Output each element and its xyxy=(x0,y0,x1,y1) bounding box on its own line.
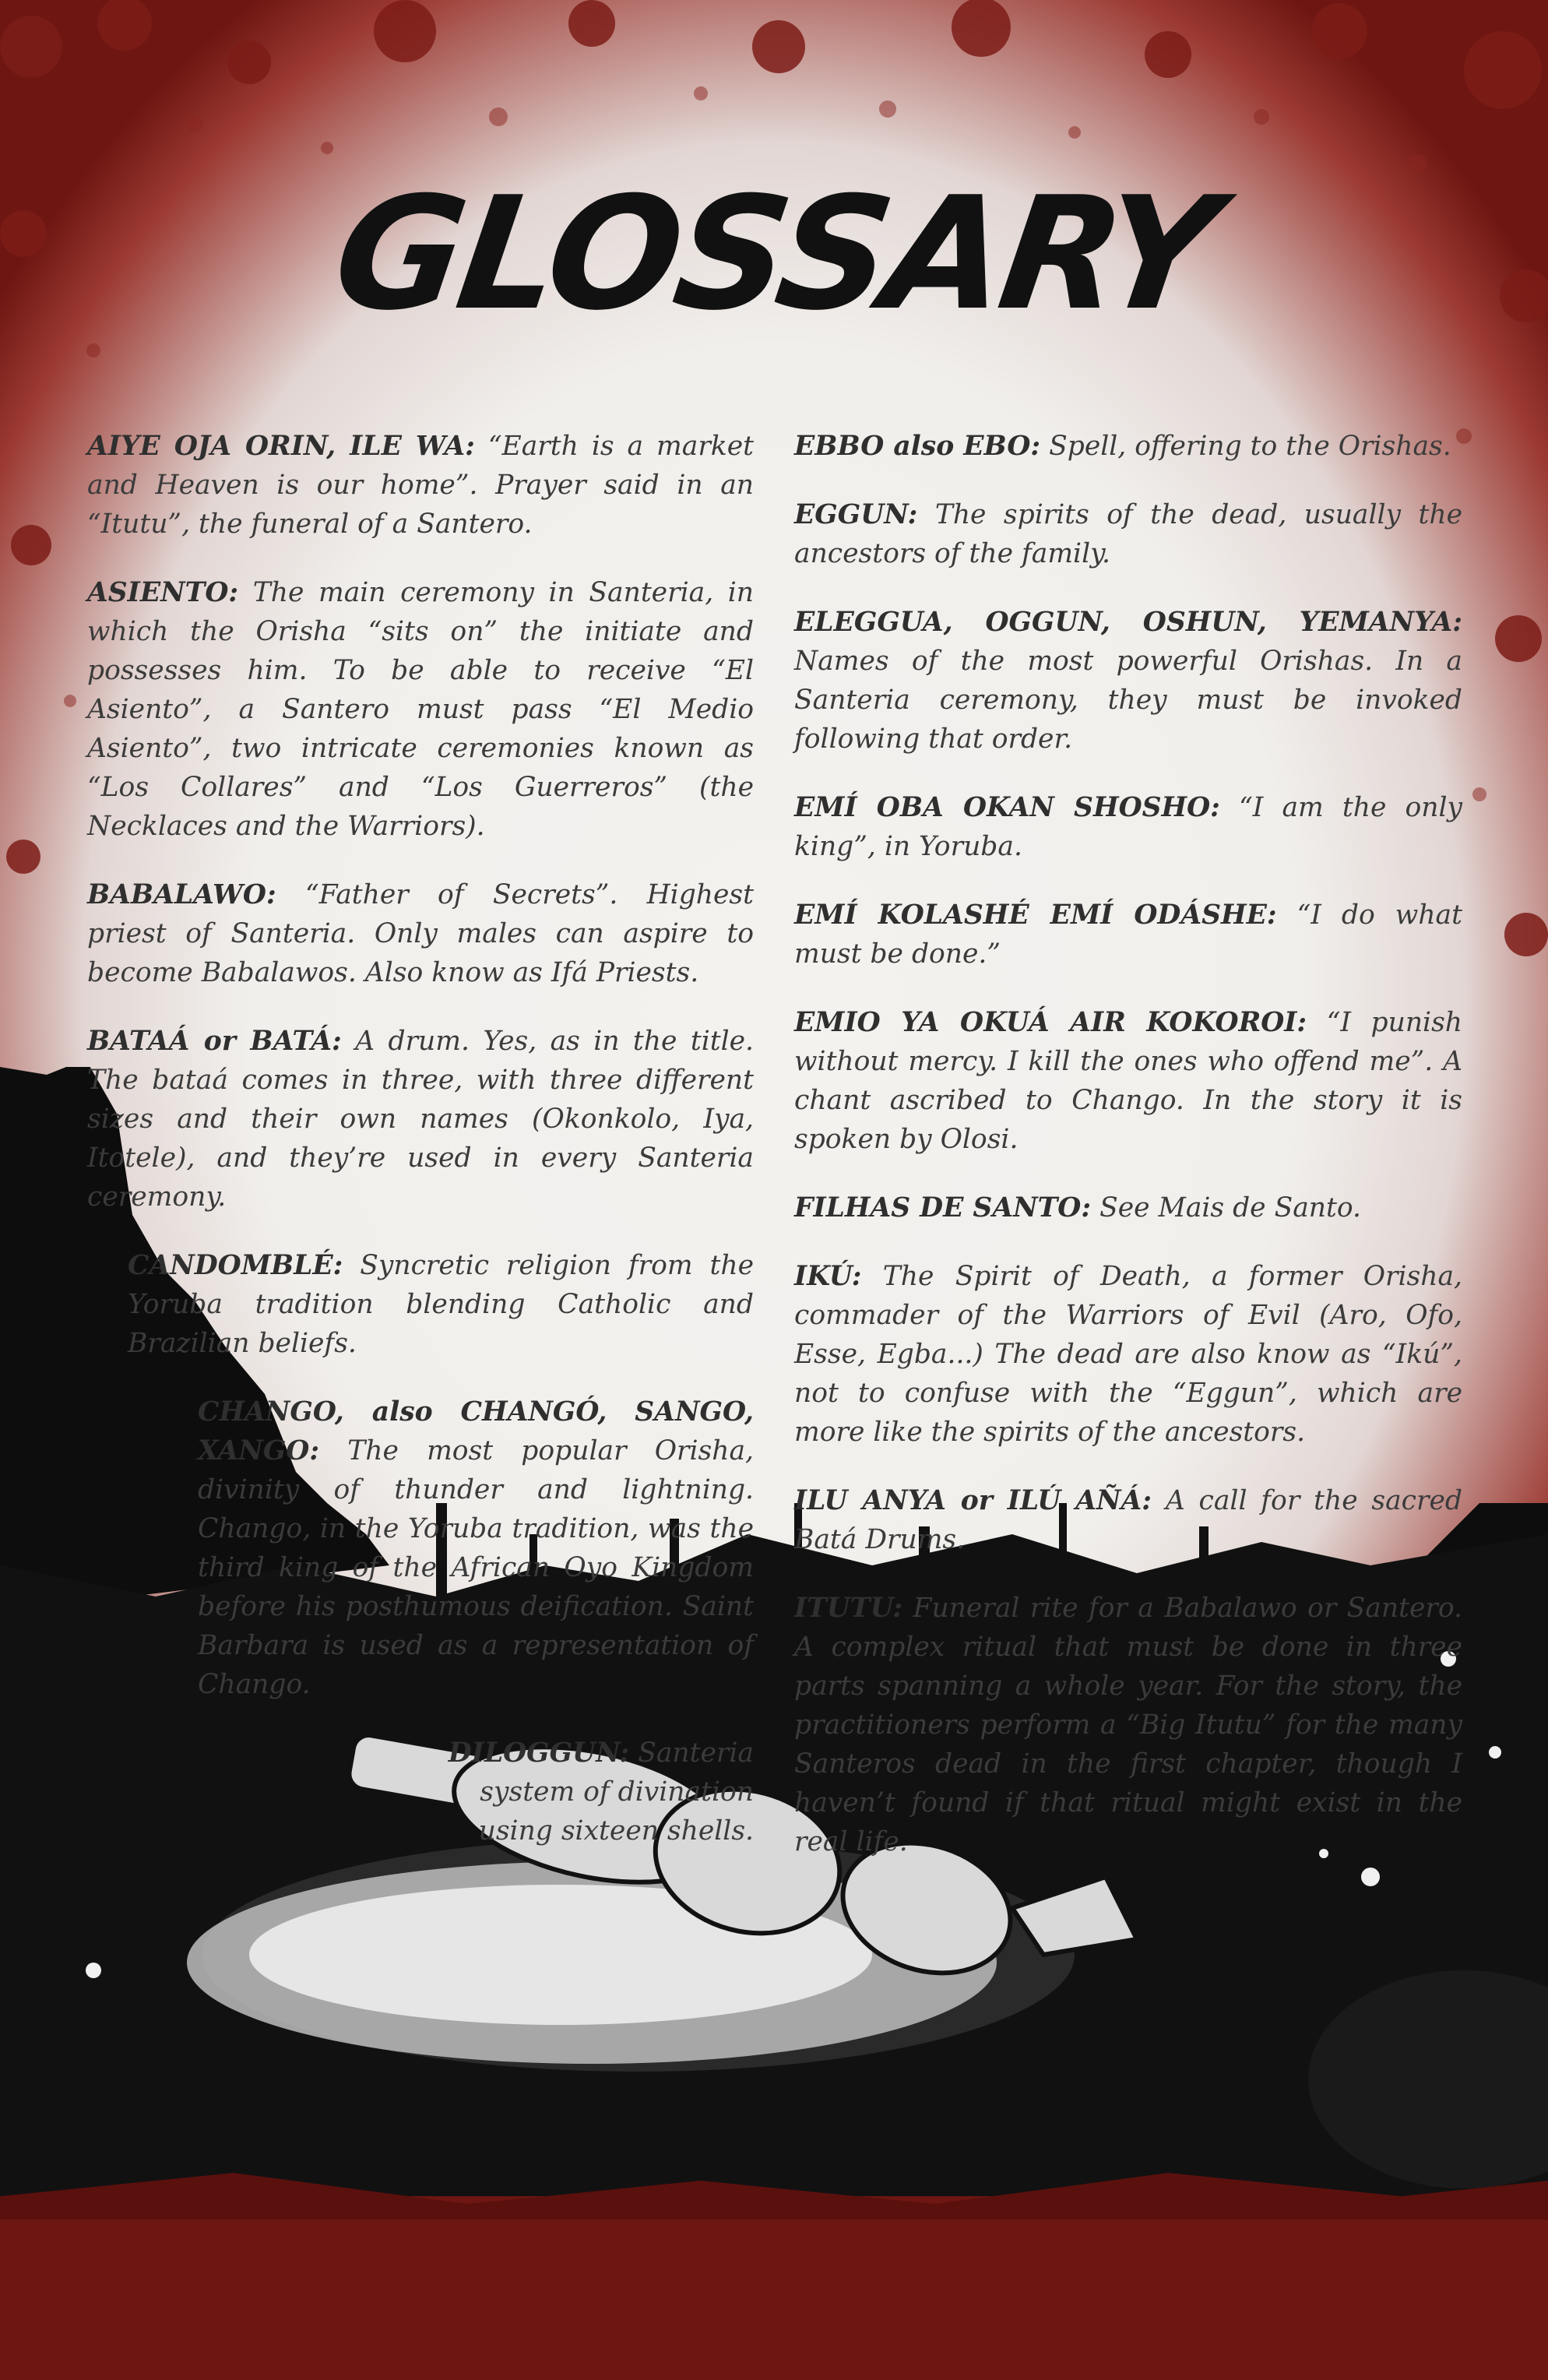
entry-definition: A drum. Yes, as in the title. The bataá comes in three, with three different sizes and their own names (Okonkolo, Iya, Itotele), and they’re used in every Santeria ceremony. xyxy=(87,1026,755,1213)
glossary-entry xyxy=(794,1188,1462,1227)
entry-definition: Syncretic religion from the Yoruba tradition blending Catholic and Brazilian beliefs. xyxy=(128,1250,754,1359)
entry-definition-line: system of divination xyxy=(480,1776,754,1808)
entry-term: IKÚ: xyxy=(794,1261,862,1292)
entry-term: EMIO YA OKUÁ AIR KOKOROI: xyxy=(794,1007,1307,1038)
entry-term: CHANGO, also CHANGÓ, SANGO, xyxy=(198,1396,754,1428)
entry-term: EBBO also EBO: xyxy=(794,431,1041,462)
entry-definition: The spirits of the dead, usually the ancestors of the family. xyxy=(794,499,1462,569)
glossary-left-column xyxy=(87,427,754,1880)
entry-definition: The most popular Orisha, divinity of thunder and lightning. Chango, in the Yoruba tradition, was the third king of the African Oyo Kingdom before his posthumous deification. Saint Barbara is used as a representation of Chango. xyxy=(198,1435,754,1700)
entry-term: CANDOMBLÉ: xyxy=(128,1250,343,1281)
entry-definition: The Spirit of Death, a former Orisha, commader of the Warriors of Evil (Aro, Ofo, Esse, Egba...) The dead are also know as “Ikú”, not to confuse with the “Eggun”, which are more like the spirits of the ancestors. xyxy=(794,1261,1463,1448)
glossary-entry xyxy=(794,603,1462,759)
entry-term: ILU ANYA or ILÚ AÑÁ: xyxy=(794,1485,1152,1516)
entry-term: AIYE OJA ORIN, ILE WA: xyxy=(87,431,475,462)
entry-term: ELEGGUA, OGGUN, OSHUN, YEMANYA: xyxy=(794,607,1462,638)
glossary-entry xyxy=(794,896,1462,973)
glossary-entry xyxy=(87,427,754,544)
entry-definition: The main ceremony in Santeria, in which the Orisha “sits on” the initiate and possesses him. To be able to receive “El Asiento”, a Santero must pass “El Medio Asiento”, two intricate ceremonies known as “Los Collares” and “Los Guerreros” (the Necklaces and the Warriors). xyxy=(87,577,755,842)
glossary-entry xyxy=(794,1003,1462,1159)
entry-definition: Spell, offering to the Orishas. xyxy=(1049,431,1451,462)
glossary-entry xyxy=(794,427,1462,466)
entry-term: EMÍ KOLASHÉ EMÍ ODÁSHE: xyxy=(794,900,1277,931)
entry-term: ITUTU: xyxy=(794,1593,903,1624)
glossary-entry xyxy=(87,875,754,992)
entry-term-continued: XANGO: xyxy=(198,1435,320,1466)
entry-definition: “Father of Secrets”. Highest priest of Santeria. Only males can aspire to become Babalawos. Also know as Ifá Priests. xyxy=(87,879,754,988)
entry-term: FILHAS DE SANTO: xyxy=(794,1192,1092,1223)
glossary-entry xyxy=(794,1257,1462,1452)
entry-definition: Funeral rite for a Babalawo or Santero. A complex ritual that must be done in three parts spanning a whole year. For the story, the practitioners perform a “Big Itutu” for the many Santeros dead in the first chapter, though I haven’t found if that ritual might exist in the real life. xyxy=(794,1593,1462,1857)
glossary-entry xyxy=(198,1392,754,1704)
glossary-entry xyxy=(87,573,754,846)
glossary-entry xyxy=(87,1022,754,1216)
entry-definition: Names of the most powerful Orishas. In a Santeria ceremony, they must be invoked following that order. xyxy=(794,646,1462,755)
glossary-right-column xyxy=(794,427,1462,1891)
entry-term: EMÍ OBA OKAN SHOSHO: xyxy=(794,792,1220,823)
entry-definition: “I do what must be done.” xyxy=(794,900,1462,970)
entry-definition: “I punish without mercy. I kill the ones who offend me”. A chant ascribed to Chango. In the story it is spoken by Olosi. xyxy=(794,1007,1462,1155)
entry-term: BATAÁ or BATÁ: xyxy=(87,1026,342,1057)
glossary-entry xyxy=(447,1734,754,1850)
entry-term: EGGUN: xyxy=(794,499,918,530)
glossary-entry xyxy=(794,788,1462,866)
glossary-entry xyxy=(128,1246,754,1363)
entry-definition: “I am the only king”, in Yoruba. xyxy=(794,792,1463,862)
entry-term: BABALAWO: xyxy=(87,879,276,910)
glossary-entry xyxy=(794,495,1462,573)
entry-definition: “Earth is a market and Heaven is our home”. Prayer said in an “Itutu”, the funeral of a Santero. xyxy=(87,431,754,540)
page-title: GLOSSARY xyxy=(324,164,1224,345)
entry-term: ASIENTO: xyxy=(87,577,239,608)
glossary-entry xyxy=(794,1481,1462,1559)
entry-definition: A call for the sacred Batá Drums. xyxy=(794,1485,1462,1555)
glossary-entry xyxy=(794,1589,1462,1861)
entry-term: DILOGGUN: xyxy=(448,1737,630,1769)
entry-definition: See Mais de Santo. xyxy=(1099,1192,1361,1223)
entry-definition-line: using sixteen shells. xyxy=(478,1815,754,1847)
entry-definition: Santeria xyxy=(638,1737,754,1769)
